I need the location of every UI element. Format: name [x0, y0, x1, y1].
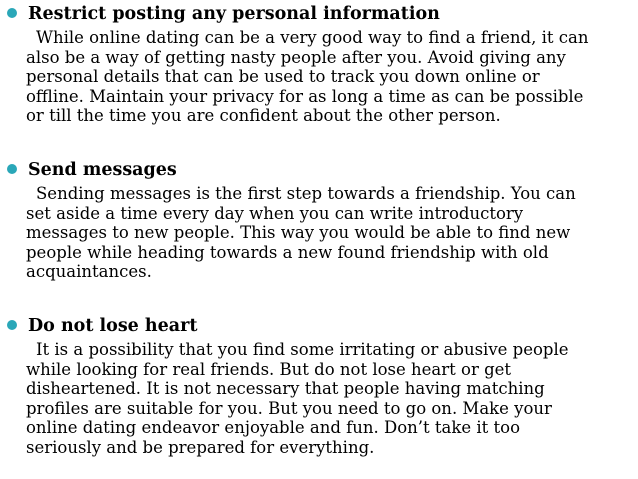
section-heading: Do not lose heart: [28, 316, 198, 336]
section-body: [26, 184, 630, 282]
body-line: profiles are suitable for you. But you need to go on. Make your: [26, 398, 552, 418]
body-line: while looking for real friends. But do not lose heart or get: [26, 359, 512, 379]
body-line: or till the time you are confident about the other person.: [26, 106, 501, 125]
body-line: seriously and be prepared for everything.: [26, 437, 375, 457]
body-line: Sending messages is the first step towards a friendship. You can: [36, 184, 576, 203]
body-line: set aside a time every day when you can write introductory: [26, 203, 524, 223]
section-send-messages: [0, 158, 638, 282]
section-body: [26, 340, 630, 457]
section-heading: Send messages: [28, 160, 177, 180]
body-line: online dating endeavor enjoyable and fun. Don’t take it too: [26, 418, 521, 437]
bullet-row: [0, 2, 638, 28]
body-line: messages to new people. This way you would be able to find new: [26, 223, 571, 242]
body-line: people while heading towards a new found friendship with old: [26, 242, 549, 262]
section-restrict-personal-info: [0, 2, 638, 126]
bullet-dot-icon: [7, 8, 17, 18]
body-line: While online dating can be a very good way to find a friend, it can: [36, 28, 589, 47]
bullet-dot-icon: [7, 164, 17, 174]
body-line: disheartened. It is not necessary that people having matching: [26, 379, 545, 398]
body-line: It is a possibility that you find some irritating or abusive people: [36, 340, 569, 359]
bullet-row: [0, 314, 638, 340]
section-body: [26, 28, 630, 126]
bullet-row: [0, 158, 638, 184]
body-line: offline. Maintain your privacy for as long a time as can be possible: [26, 86, 584, 106]
section-do-not-lose-heart: [0, 314, 638, 457]
body-line: personal details that can be used to track you down online or: [26, 67, 540, 86]
bullet-dot-icon: [7, 320, 17, 330]
body-line: also be a way of getting nasty people after you. Avoid giving any: [26, 47, 566, 67]
body-line: acquaintances.: [26, 262, 152, 281]
section-heading: Restrict posting any personal information: [28, 4, 440, 24]
